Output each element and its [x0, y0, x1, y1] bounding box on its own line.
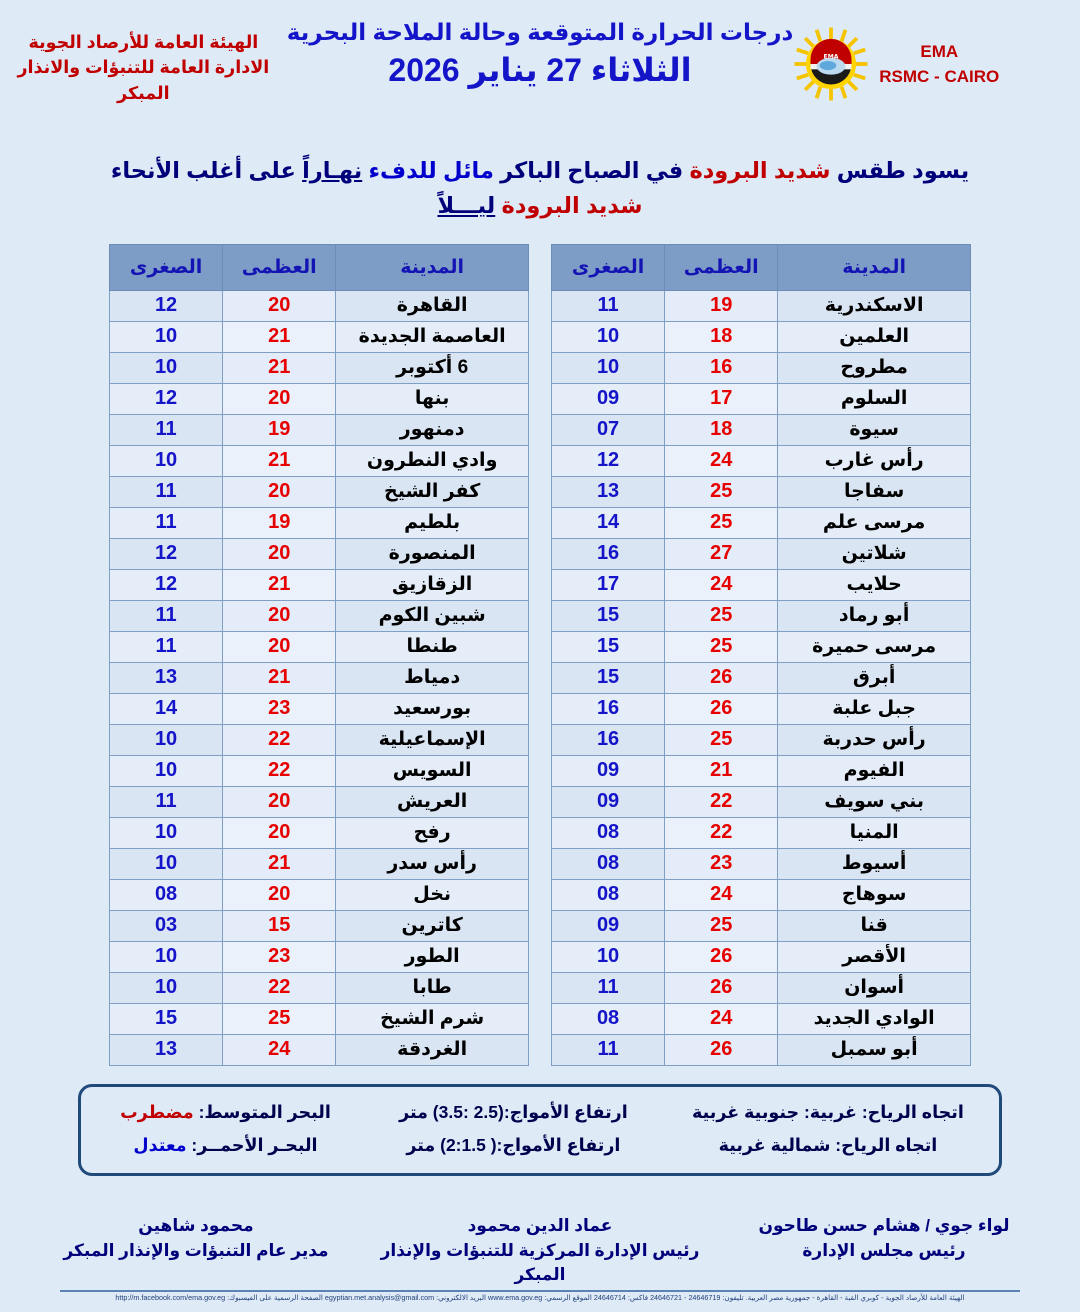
cell-min-temp: 10 [110, 972, 223, 1003]
cell-city: الاسكندرية [778, 290, 971, 321]
table-row [552, 631, 971, 662]
cell-max-temp: 21 [223, 445, 336, 476]
cell-max-temp: 22 [665, 786, 778, 817]
cell-max-temp: 21 [223, 321, 336, 352]
cell-min-temp: 11 [110, 414, 223, 445]
column-header-min: الصغرى [552, 244, 665, 290]
redsea-wave-height: ارتفاع الأمواج:( 2:1.5) متر [406, 1135, 621, 1155]
cell-min-temp: 12 [110, 383, 223, 414]
table-row [110, 662, 529, 693]
cell-max-temp: 26 [665, 1034, 778, 1065]
table-row [552, 321, 971, 352]
branding-block [793, 14, 1080, 102]
cell-min-temp: 10 [110, 352, 223, 383]
mediterranean-state-value: مضطرب [120, 1101, 194, 1122]
signatory-block [712, 1214, 1056, 1288]
cell-max-temp: 25 [665, 600, 778, 631]
summary-cold-night: شديد البرودة [501, 192, 643, 218]
table-row [552, 662, 971, 693]
table-row [552, 600, 971, 631]
cell-city: سفاجا [778, 476, 971, 507]
cell-city: الأقصر [778, 941, 971, 972]
page-header [0, 0, 1080, 132]
column-header-min: الصغرى [110, 244, 223, 290]
table-row [552, 910, 971, 941]
cell-min-temp: 14 [552, 507, 665, 538]
cell-city: وادي النطرون [336, 445, 529, 476]
table-row [110, 290, 529, 321]
cell-max-temp: 27 [665, 538, 778, 569]
cell-min-temp: 16 [552, 538, 665, 569]
cell-max-temp: 25 [665, 724, 778, 755]
cell-max-temp: 21 [223, 662, 336, 693]
table-row [110, 569, 529, 600]
table-row [110, 972, 529, 1003]
signatory-name: محمود شاهين [138, 1216, 254, 1236]
redsea-state [97, 1129, 354, 1162]
cell-city: حلايب [778, 569, 971, 600]
cell-max-temp: 18 [665, 321, 778, 352]
cell-city: دمنهور [336, 414, 529, 445]
summary-text-1: يسود طقس [830, 158, 970, 183]
cell-min-temp: 16 [552, 693, 665, 724]
signatory-name: لواء جوي / هشام حسن طاحون [758, 1216, 1010, 1236]
cell-min-temp: 11 [110, 631, 223, 662]
cell-min-temp: 10 [552, 352, 665, 383]
cell-min-temp: 08 [552, 848, 665, 879]
cell-max-temp: 23 [223, 941, 336, 972]
redsea-state-value: معتدل [133, 1135, 187, 1155]
table-row [110, 910, 529, 941]
cell-city: طنطا [336, 631, 529, 662]
marine-conditions-box [78, 1084, 1002, 1177]
table-row [110, 321, 529, 352]
signatory-role: مدير عام التنبؤات والإنذار المبكر [63, 1240, 329, 1260]
cell-max-temp: 17 [665, 383, 778, 414]
table-row [110, 383, 529, 414]
table-row [110, 445, 529, 476]
signatory-block [368, 1214, 712, 1288]
table-row [110, 538, 529, 569]
cell-city: بورسعيد [336, 693, 529, 724]
table-row [552, 755, 971, 786]
cell-min-temp: 09 [552, 910, 665, 941]
org-name-line1: الهيئة العامة للأرصاد الجوية [28, 32, 259, 52]
column-header-max: العظمى [223, 244, 336, 290]
cell-city: رأس غارب [778, 445, 971, 476]
cell-city: كاترين [336, 910, 529, 941]
ema-acronym [879, 39, 1005, 90]
cell-min-temp: 10 [110, 724, 223, 755]
cell-max-temp: 25 [665, 507, 778, 538]
table-row [110, 848, 529, 879]
cell-min-temp: 16 [552, 724, 665, 755]
signatory-block [24, 1214, 368, 1288]
marine-conditions-wrap [0, 1066, 1080, 1177]
cell-city: رأس حدربة [778, 724, 971, 755]
cell-max-temp: 20 [223, 631, 336, 662]
cell-min-temp: 10 [110, 941, 223, 972]
summary-cold-day: شديد البرودة [689, 158, 831, 183]
cell-max-temp: 18 [665, 414, 778, 445]
cell-min-temp: 15 [552, 631, 665, 662]
cell-max-temp: 22 [223, 755, 336, 786]
cell-max-temp: 15 [223, 910, 336, 941]
cell-max-temp: 19 [223, 507, 336, 538]
forecast-date: الثلاثاء 27 يناير 2026 [388, 51, 692, 88]
summary-warm: مائل للدفء [368, 158, 494, 183]
cell-city: العلمين [778, 321, 971, 352]
table-row [552, 352, 971, 383]
table-row [110, 414, 529, 445]
cell-max-temp: 21 [223, 352, 336, 383]
page-footer [0, 1214, 1080, 1312]
cell-min-temp: 12 [110, 290, 223, 321]
cell-max-temp: 20 [223, 817, 336, 848]
cell-max-temp: 24 [665, 445, 778, 476]
svg-text:EMA: EMA [823, 53, 839, 61]
cell-min-temp: 08 [110, 879, 223, 910]
cell-min-temp: 10 [110, 445, 223, 476]
cell-city: أبرق [778, 662, 971, 693]
ema-line2: RSMC - CAIRO [879, 67, 1000, 86]
signatory-role: رئيس مجلس الإدارة [802, 1240, 966, 1260]
table-row [552, 817, 971, 848]
cell-max-temp: 24 [223, 1034, 336, 1065]
cell-max-temp: 26 [665, 941, 778, 972]
cell-min-temp: 11 [110, 600, 223, 631]
cell-min-temp: 15 [552, 662, 665, 693]
marine-row-redsea [97, 1129, 983, 1162]
summary-daytime: نهـاراً [302, 158, 363, 183]
cell-min-temp: 09 [552, 755, 665, 786]
cell-city: 6 أكتوبر [336, 352, 529, 383]
cell-city: بلطيم [336, 507, 529, 538]
cell-max-temp: 20 [223, 383, 336, 414]
cell-city: المنصورة [336, 538, 529, 569]
cell-min-temp: 11 [552, 1034, 665, 1065]
cell-city: رفح [336, 817, 529, 848]
table-row [552, 476, 971, 507]
cell-min-temp: 10 [552, 321, 665, 352]
cell-city: أسوان [778, 972, 971, 1003]
cell-city: مطروح [778, 352, 971, 383]
cell-city: كفر الشيخ [336, 476, 529, 507]
cell-max-temp: 21 [223, 569, 336, 600]
table-row [552, 569, 971, 600]
cell-max-temp: 23 [665, 848, 778, 879]
cell-min-temp: 03 [110, 910, 223, 941]
cell-min-temp: 10 [110, 848, 223, 879]
cell-min-temp: 14 [110, 693, 223, 724]
signatory-role: رئيس الإدارة المركزية للتنبؤات والإنذار المبكر [380, 1240, 700, 1285]
cell-city: السلوم [778, 383, 971, 414]
table-row [552, 879, 971, 910]
cell-min-temp: 13 [552, 476, 665, 507]
cell-min-temp: 11 [552, 972, 665, 1003]
cell-min-temp: 10 [110, 755, 223, 786]
cell-min-temp: 13 [110, 1034, 223, 1065]
cell-min-temp: 15 [110, 1003, 223, 1034]
cell-city: القاهرة [336, 290, 529, 321]
cell-max-temp: 24 [665, 879, 778, 910]
table-row [110, 941, 529, 972]
cell-city: مرسى حميرة [778, 631, 971, 662]
signatories [0, 1214, 1080, 1288]
organization-block [0, 14, 287, 106]
contact-info: الهيئة العامة للأرصاد الجوية - كوبري القبة - القاهرة - جمهورية مصر العربية. تليفون: 24646719 - 24646721 فاكس: 24646714 الموقع الرسمي: www.ema.gov.eg البريد الالكتروني: egyptian.met.analysis@gmail.com الصفحة الرسمية على الفيسبوك: http://m.facebook.com/ema.gov.eg [60, 1290, 1020, 1302]
cell-max-temp: 21 [223, 848, 336, 879]
cell-max-temp: 26 [665, 662, 778, 693]
cell-max-temp: 20 [223, 600, 336, 631]
cell-city: طابا [336, 972, 529, 1003]
table-row [110, 507, 529, 538]
column-header-max: العظمى [665, 244, 778, 290]
cell-min-temp: 12 [110, 538, 223, 569]
summary-text-4: على أغلب الأنحاء [110, 158, 303, 183]
cell-min-temp: 11 [552, 290, 665, 321]
cell-city: سوهاج [778, 879, 971, 910]
cell-min-temp: 09 [552, 383, 665, 414]
table-row [552, 693, 971, 724]
cell-city: السويس [336, 755, 529, 786]
summary-line-1 [70, 154, 1010, 189]
cell-max-temp: 24 [665, 1003, 778, 1034]
cell-city: المنيا [778, 817, 971, 848]
marine-row-mediterranean [97, 1096, 983, 1129]
cell-max-temp: 20 [223, 786, 336, 817]
cell-max-temp: 23 [223, 693, 336, 724]
mediterranean-wave-height: ارتفاع الأمواج:(2.5 :3.5) متر [399, 1101, 628, 1122]
table-row [110, 693, 529, 724]
page-title: درجات الحرارة المتوقعة وحالة الملاحة البحرية [286, 19, 794, 45]
cell-max-temp: 24 [665, 569, 778, 600]
cell-city: مرسى علم [778, 507, 971, 538]
cell-min-temp: 11 [110, 507, 223, 538]
cell-min-temp: 09 [552, 786, 665, 817]
cell-min-temp: 11 [110, 476, 223, 507]
cell-city: نخل [336, 879, 529, 910]
redsea-wind-direction: اتجاه الرياح: شمالية غربية [718, 1135, 938, 1155]
table-row [110, 786, 529, 817]
table-row [110, 817, 529, 848]
cell-city: شرم الشيخ [336, 1003, 529, 1034]
cell-max-temp: 20 [223, 290, 336, 321]
summary-nighttime: ليـــلاً [437, 192, 496, 218]
ema-line1: EMA [920, 41, 959, 61]
table-row [552, 290, 971, 321]
cell-min-temp: 12 [110, 569, 223, 600]
cell-city: جبل علبة [778, 693, 971, 724]
table-row [552, 445, 971, 476]
cell-max-temp: 22 [665, 817, 778, 848]
cell-city: سيوة [778, 414, 971, 445]
table-row [110, 1003, 529, 1034]
table-row [552, 941, 971, 972]
forecast-summary [0, 132, 1080, 230]
cell-max-temp: 20 [223, 538, 336, 569]
table-row [552, 724, 971, 755]
cell-city: قنا [778, 910, 971, 941]
temperature-table-left [551, 244, 971, 1066]
table-row [110, 879, 529, 910]
column-header-city: المدينة [778, 244, 971, 290]
table-row [552, 414, 971, 445]
cell-max-temp: 21 [665, 755, 778, 786]
table-row [110, 600, 529, 631]
cell-min-temp: 17 [552, 569, 665, 600]
cell-min-temp: 10 [110, 321, 223, 352]
cell-max-temp: 25 [665, 476, 778, 507]
mediterranean-wind-direction: اتجاه الرياح: غربية: جنوبية غربية [692, 1101, 964, 1122]
cell-min-temp: 08 [552, 817, 665, 848]
summary-text-2: في الصباح الباكر [493, 158, 690, 183]
cell-city: أبو سمبل [778, 1034, 971, 1065]
column-header-city: المدينة [336, 244, 529, 290]
cell-min-temp: 08 [552, 1003, 665, 1034]
cell-city: دمياط [336, 662, 529, 693]
cell-city: الإسماعيلية [336, 724, 529, 755]
cell-city: العاصمة الجديدة [336, 321, 529, 352]
table-row [110, 724, 529, 755]
cell-max-temp: 25 [665, 910, 778, 941]
table-row [552, 383, 971, 414]
cell-min-temp: 15 [552, 600, 665, 631]
cell-min-temp: 10 [552, 941, 665, 972]
table-header-row [552, 244, 971, 290]
table-row [552, 507, 971, 538]
cell-min-temp: 08 [552, 879, 665, 910]
cell-max-temp: 25 [665, 631, 778, 662]
cell-max-temp: 16 [665, 352, 778, 383]
table-row [110, 352, 529, 383]
table-row [110, 631, 529, 662]
summary-line-2 [70, 189, 1010, 224]
cell-city: شبين الكوم [336, 600, 529, 631]
cell-city: الزقازيق [336, 569, 529, 600]
table-row [552, 1034, 971, 1065]
table-row [552, 848, 971, 879]
cell-min-temp: 12 [552, 445, 665, 476]
cell-max-temp: 22 [223, 724, 336, 755]
mediterranean-label: البحر المتوسط: [193, 1101, 331, 1122]
cell-min-temp: 07 [552, 414, 665, 445]
cell-city: أسيوط [778, 848, 971, 879]
table-row [110, 755, 529, 786]
org-name-line2: الادارة العامة للتنبؤات والانذار المبكر [17, 57, 270, 103]
table-row [552, 538, 971, 569]
cell-city: الغردقة [336, 1034, 529, 1065]
signatory-name: عماد الدين محمود [467, 1216, 613, 1236]
cell-city: العريش [336, 786, 529, 817]
cell-city: شلاتين [778, 538, 971, 569]
table-row [552, 786, 971, 817]
cell-city: الفيوم [778, 755, 971, 786]
cell-city: الطور [336, 941, 529, 972]
cell-max-temp: 19 [665, 290, 778, 321]
temperature-table-right [109, 244, 529, 1066]
cell-city: الوادي الجديد [778, 1003, 971, 1034]
cell-max-temp: 20 [223, 476, 336, 507]
redsea-label: البحـر الأحمــر: [186, 1135, 318, 1155]
title-block [287, 14, 794, 90]
cell-city: بني سويف [778, 786, 971, 817]
cell-max-temp: 26 [665, 972, 778, 1003]
cell-max-temp: 19 [223, 414, 336, 445]
cell-max-temp: 22 [223, 972, 336, 1003]
table-row [110, 476, 529, 507]
cell-city: أبو رماد [778, 600, 971, 631]
table-row [552, 1003, 971, 1034]
table-row [552, 972, 971, 1003]
sun-emblem-icon [793, 26, 869, 102]
cell-city: بنها [336, 383, 529, 414]
cell-max-temp: 25 [223, 1003, 336, 1034]
cell-city: رأس سدر [336, 848, 529, 879]
mediterranean-state [97, 1096, 354, 1129]
cell-min-temp: 11 [110, 786, 223, 817]
temperature-tables [0, 230, 1080, 1066]
cell-min-temp: 13 [110, 662, 223, 693]
table-header-row [110, 244, 529, 290]
table-row [110, 1034, 529, 1065]
cell-min-temp: 10 [110, 817, 223, 848]
cell-max-temp: 20 [223, 879, 336, 910]
cell-max-temp: 26 [665, 693, 778, 724]
